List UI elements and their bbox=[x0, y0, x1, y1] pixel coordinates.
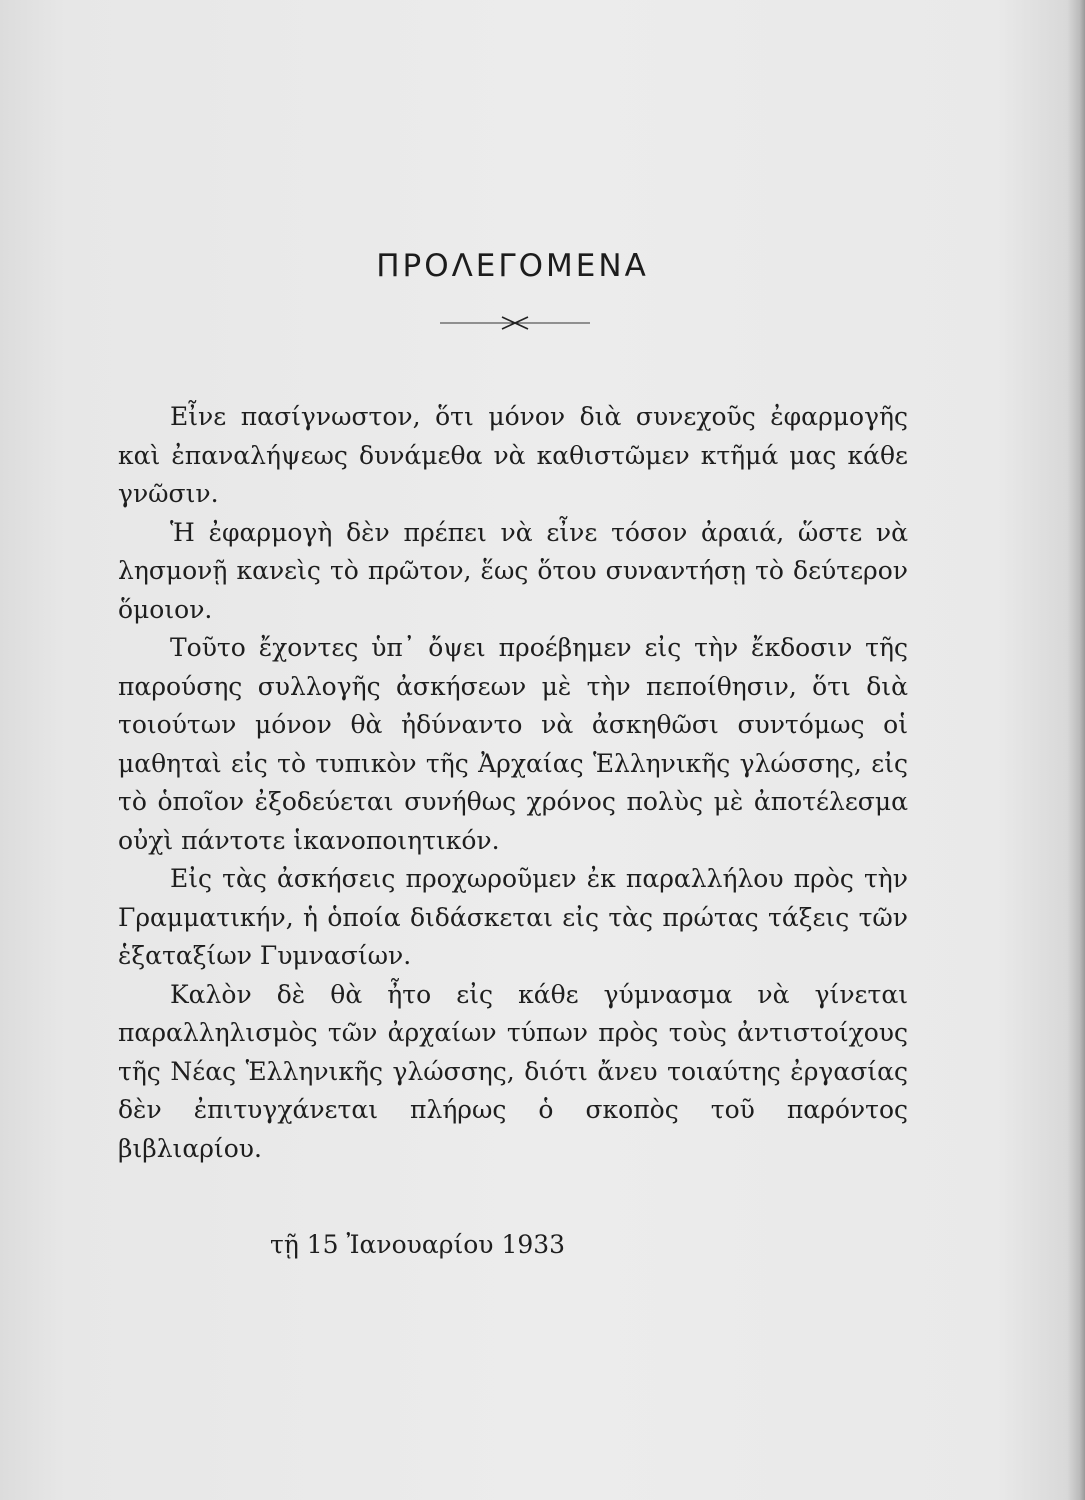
paragraph-2: Ἡ ἐφαρμογὴ δὲν πρέπει νὰ εἶνε τόσον ἀραιά, ὥστε νὰ λησμονῇ κανεὶς τὸ πρῶτον, ἕως ὅτου συναντήσῃ τὸ δεύτερον ὅμοιον. bbox=[118, 517, 908, 624]
page-title: ΠΡΟΛΕΓΟΜΕΝΑ bbox=[376, 248, 649, 284]
ornament-divider-icon bbox=[440, 312, 590, 332]
paragraph-4: Εἰς τὰς ἀσκήσεις προχωροῦμεν ἐκ παραλλήλου πρὸς τὴν Γραμματικήν, ἡ ὁποία διδάσκεται εἰς τὰς πρώτας τάξεις τῶν ἑξαταξίων Γυμνασίων. bbox=[118, 864, 908, 970]
preface-body bbox=[118, 398, 908, 1168]
paragraph-5: Καλὸν δὲ θὰ ἦτο εἰς κάθε γύμνασμα νὰ γίνεται παραλληλισμὸς τῶν ἀρχαίων τύπων πρὸς τοὺς ἀντιστοίχους τῆς Νέας Ἑλληνικῆς γλώσσης, διότι ἄνευ τοιαύτης ἐργασίας δὲν ἐπιτυγχάνεται πλήρως ὁ σκοπὸς τοῦ παρόντος βιβλιαρίου. bbox=[118, 979, 908, 1163]
page-edge-shadow bbox=[1067, 0, 1085, 1500]
paragraph-1: Εἶνε πασίγνωστον, ὅτι μόνον διὰ συνεχοῦς ἐφαρμογῆς καὶ ἐπαναλήψεως δυνάμεθα νὰ καθιστῶμεν κτῆμά μας κάθε γνῶσιν. bbox=[118, 402, 908, 508]
paragraph-3: Τοῦτο ἔχοντες ὑπ᾽ ὄψει προέβημεν εἰς τὴν ἔκδοσιν τῆς παρούσης συλλογῆς ἀσκήσεων μὲ τὴν πεποίθησιν, ὅτι διὰ τοιούτων μόνον θὰ ἠδύναντο νὰ ἀσκηθῶσι συντόμως οἱ μαθηταὶ εἰς τὸ τυπικὸν τῆς Ἀρχαίας Ἑλληνικῆς γλώσσης, εἰς τὸ ὁποῖον ἐξοδεύεται συνήθως χρόνος πολὺς μὲ ἀποτέλεσμα οὐχὶ πάντοτε ἱκανοποιητικόν. bbox=[118, 633, 908, 855]
date-line: τῇ 15 Ἰανουαρίου 1933 bbox=[270, 1230, 566, 1259]
